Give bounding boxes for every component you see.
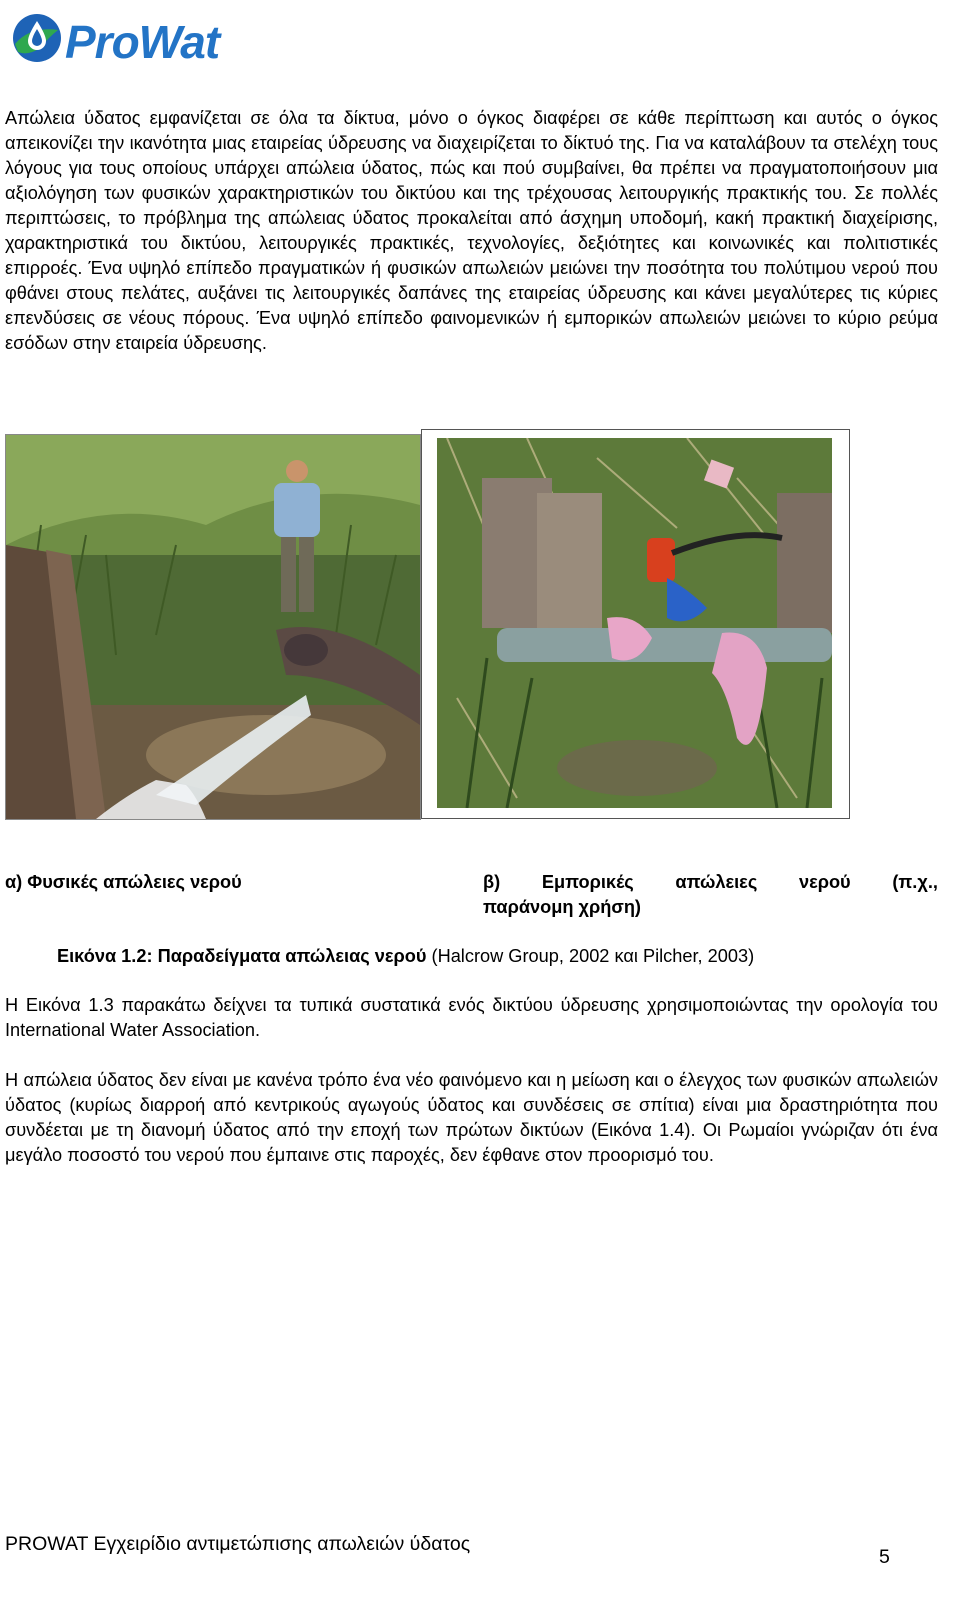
caption-b-second-line: παράνομη χρήση) [483, 897, 641, 917]
caption-b-first-line [483, 870, 938, 895]
figure-caption-source: (Halcrow Group, 2002 και Pilcher, 2003) [426, 946, 755, 966]
caption-b-word: Εμπορικές [541, 872, 634, 892]
intro-paragraph: Απώλεια ύδατος εμφανίζεται σε όλα τα δίκτυα, μόνο ο όγκος διαφέρει σε κάθε περίπτωση και αυτός ο όγκος απεικονίζει την ικανότητα μιας εταιρείας ύδρευσης να διαχειρίζεται το δίκτυό της. Για να καταλάβουν τα στελέχη τους λόγους για τους οποίους υπάρχει απώλεια ύδατος, πώς και πού συμβαίνει, θα πρέπει να πραγματοποιήσουν μια αξιολόγηση των φυσικών χαρακτηριστικών του δικτύου και της τρέχουσας λειτουργικής πρακτικής του. Σε πολλές περιπτώσεις, το πρόβλημα της απώλειας ύδατος προκαλείται από άσχημη υποδομή, κακή πρακτική διαχείρισης, χαρακτηριστικά του δικτύου, λειτουργικές πρακτικές, τεχνολογίες, δεξιότητες και κοινωνικές και πολιτιστικές επιρροές. Ένα υψηλό επίπεδο πραγματικών ή φυσικών απωλειών μειώνει την ποσότητα του πολύτιμου νερού που φθάνει στους πελάτες, αυξάνει τις λειτουργικές δαπάνες της εταιρείας ύδρευσης και κάνει μεγαλύτερες τις κύριες επενδύσεις σε νέους πόρους. Ένα υψηλό επίπεδο φαινομενικών ή εμπορικών απωλειών μειώνει το κύριο ρεύμα εσόδων στην εταιρεία ύδρευσης. [5, 108, 938, 353]
footer-title: PROWAT Εγχειρίδιο αντιμετώπισης απωλειών ύδατος [5, 1533, 471, 1555]
caption-b-word: νερού [798, 872, 851, 892]
caption-b-word: β) [483, 872, 501, 892]
photo-commercial-losses [437, 438, 832, 808]
caption-b-word: (π.χ., [892, 872, 938, 892]
figure-reference-paragraph: Η Εικόνα 1.3 παρακάτω δείχνει τα τυπικά συστατικά ενός δικτύου ύδρευσης χρησιμοποιώντας την ορολογία του International Water Association. [5, 995, 938, 1040]
prowat-logo [10, 8, 230, 66]
caption-b-word: απώλειες [675, 872, 758, 892]
figure-caption-label: Εικόνα 1.2: Παραδείγματα απώλειας νερού [57, 946, 427, 966]
caption-physical-losses: α) Φυσικές απώλειες νερού [5, 872, 242, 892]
figure-caption [57, 944, 754, 969]
history-paragraph: Η απώλεια ύδατος δεν είναι με κανένα τρόπο ένα νέο φαινόμενο και η μείωση και ο έλεγχος των φυσικών απωλειών ύδατος (κυρίως διαρροή από κεντρικούς αγωγούς ύδατος και συνδέσεις σε σπίτια) είναι μια δραστηριότητα που συνδέεται με τη διανομή ύδατος από την εποχή των πρώτων δικτύων (Εικόνα 1.4). Οι Ρωμαίοι γνώριζαν ότι ένα μεγάλο ποσοστό του νερού που έμπαινε στις παροχές, δεν έφθανε στον προορισμό του. [5, 1070, 938, 1165]
page-number: 5 [879, 1546, 890, 1568]
logo-text: ProWat [65, 16, 220, 66]
caption-commercial-losses [483, 870, 938, 920]
photo-physical-losses [5, 434, 421, 820]
water-drop-globe-icon [13, 14, 61, 62]
